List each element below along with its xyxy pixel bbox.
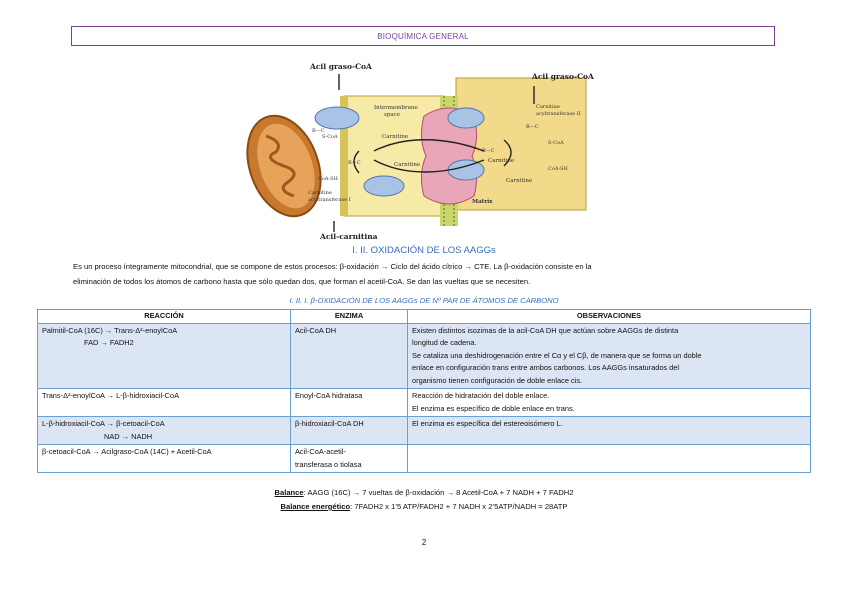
carnitine-label-1: Carnitine: [382, 134, 409, 140]
rc-right-mid: R—C: [482, 148, 495, 154]
figure-caption-acylcarnitine: Acil-carnitina: [320, 232, 378, 241]
enzyme-cell: Enoyl-CoA hidratasa: [291, 389, 408, 417]
balance-line: [0, 488, 848, 497]
scoa-right-label: S-CoA: [548, 140, 564, 146]
table-row: [38, 389, 811, 417]
intro-line-2: eliminación de todos los átomos de carbono hasta que sólo quedan dos, que forman el acetil-CoA. Se dan las vueltas que se necesiten.: [73, 277, 531, 286]
beta-oxidation-table: [37, 309, 811, 473]
observations-cell: [408, 389, 811, 417]
enzyme-cell: β-hidroxiacil-CoA DH: [291, 417, 408, 445]
figure-label-top-left: Acil graso-CoA: [310, 62, 372, 71]
observation-line: Existen distintos isozimas de la acil-CoA DH que actúan sobre AAGGs de distinta: [412, 325, 679, 335]
observation-line: enlace en configuración trans entre ambos carbonos. Los AAGGs insaturados del: [412, 363, 680, 372]
figure-label-top-right: Acil graso-CoA: [532, 72, 594, 81]
col-header-enzyme: ENZIMA: [291, 310, 408, 324]
observation-line: Se cataliza una deshidrogenación entre el Cα y el Cβ, de manera que se forma un doble: [412, 350, 702, 360]
energy-balance-line: [0, 502, 848, 511]
reaction-line: Palmitil-CoA (16C) → Trans-Δ²-enoylCoA: [42, 325, 178, 335]
intermembrane-label: Intermembrane: [374, 105, 418, 111]
header-title: BIOQUÍMICA GENERAL: [377, 31, 469, 41]
intermembrane-label-2: space: [384, 112, 400, 118]
observation-line: longitud de cadena.: [412, 338, 477, 347]
coash-right-label: CoA-SH: [548, 166, 568, 172]
matrix-label: Matrix: [472, 199, 493, 205]
cat2-enzyme-bottom: [448, 160, 484, 180]
cat2-label-b: acyltransferase II: [536, 111, 581, 117]
rc-left-mid: R—C: [348, 160, 361, 166]
cat1-label-b: acyltransferase I: [308, 197, 351, 203]
col-header-reaction: REACCIÓN: [38, 310, 291, 324]
intro-paragraph: [73, 259, 783, 289]
coash-left-label: CoA-SH: [318, 176, 338, 182]
intro-line-1: Es un proceso íntegramente mitocondrial, que se compone de estos procesos: β-oxidación → Ciclo del ácido cítrico → CTE. La β-oxidación consiste en la: [73, 262, 592, 271]
subsection-title: I. II. I. β-OXIDACIÓN DE LOS AAGGs DE Nº PAR DE ÁTOMOS DE CARBONO: [289, 296, 559, 305]
table-header-row: [38, 310, 811, 324]
enzyme-cell: Acil-CoA DH: [291, 323, 408, 389]
section-title: I. II. OXIDACIÓN DE LOS AAGGs: [352, 245, 496, 256]
reaction-cell: Trans-Δ²-enoylCoA → L-β-hidroxiacil-CoA: [38, 389, 291, 417]
cat2-label-a: Carnitine: [536, 104, 560, 110]
cofactor-line: FAD → FADH2: [84, 338, 134, 347]
observation-line: El enzima es específico de doble enlace en trans.: [412, 403, 575, 413]
shuttle-diagram: [244, 56, 604, 244]
cat2-enzyme-top: [448, 108, 484, 128]
energy-balance-text: : 7FADH2 x 1’5 ATP/FADH2 + 7 NADH x 2’5ATP/NADH = 28ATP: [350, 502, 568, 511]
enzyme-line: Acil-CoA-acetil-: [295, 447, 346, 456]
enzyme-line: transferasa o tiolasa: [295, 459, 362, 469]
cofactor-line: NAD → NADH: [104, 431, 153, 441]
cat1-enzyme-top: [315, 107, 359, 129]
observations-cell: [408, 323, 811, 389]
enzyme-cell: [291, 445, 408, 473]
rc-right-top: R—C: [526, 124, 539, 130]
reaction-cell: [38, 417, 291, 445]
rc-left-top: R—C: [312, 128, 325, 134]
observations-cell: [408, 445, 811, 473]
table-row: [38, 417, 811, 445]
document-header: [71, 26, 775, 46]
observation-line: Reacción de hidratación del doble enlace.: [412, 391, 550, 400]
cat1-enzyme-bottom: [364, 176, 404, 196]
carnitine-label-4: Carnitine: [506, 178, 533, 184]
reaction-line: L-β-hidroxiacil-CoA → β-cetoacil-CoA: [42, 419, 165, 428]
table-row: [38, 445, 811, 473]
observations-cell: El enzima es específica del estereoisómero L.: [408, 417, 811, 445]
table-row: [38, 323, 811, 389]
cat1-label-a: Carnitine: [308, 190, 332, 196]
balance-label: Balance: [274, 488, 304, 497]
energy-balance-label: Balance energético: [280, 502, 351, 511]
carnitine-label-2: Carnitine: [394, 162, 421, 168]
carnitine-shuttle-figure: [244, 56, 604, 244]
balance-text: : AAGG (16C) → 7 vueltas de β-oxidación → 8 Acetil-CoA + 7 NADH + 7 FADH2: [303, 488, 574, 497]
observation-line: organismo tienen configuración de doble enlace cis.: [412, 375, 583, 385]
col-header-observations: OBSERVACIONES: [408, 310, 811, 324]
reaction-cell: β-cetoacil-CoA → Acilgraso-CoA (14C) + Acetil-CoA: [38, 445, 291, 473]
carnitine-label-3: Carnitine: [488, 158, 515, 164]
reaction-cell: [38, 323, 291, 389]
scoa-left-label: S-CoA: [322, 134, 338, 140]
page-number: 2: [421, 538, 427, 547]
